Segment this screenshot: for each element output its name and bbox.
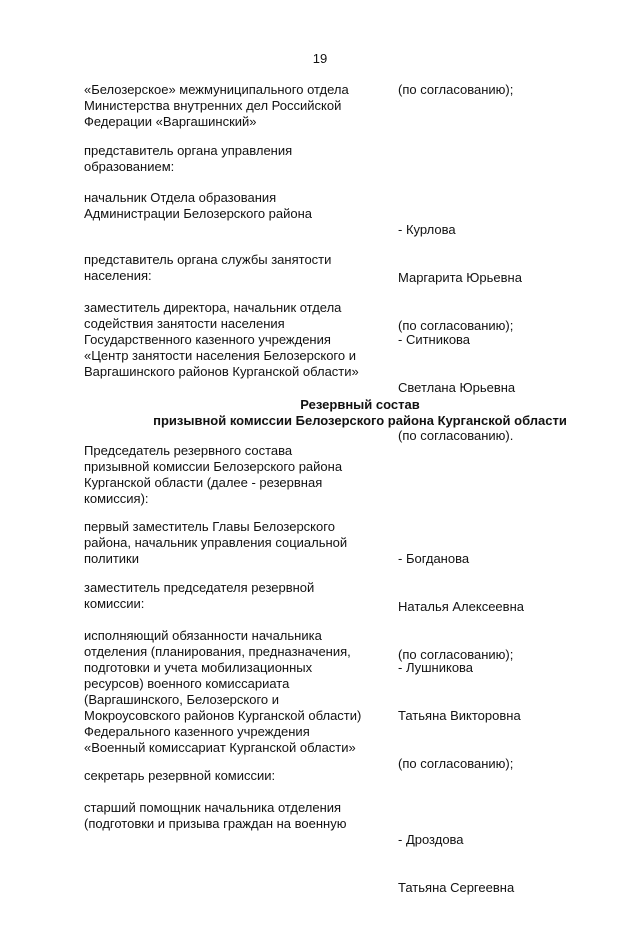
text-line: Светлана Юрьевна xyxy=(398,380,516,395)
text-line: Маргарита Юрьевна xyxy=(398,270,522,285)
text-line: содействия занятости населения xyxy=(84,316,285,331)
text-line: призывной комиссии Белозерского района xyxy=(84,459,343,474)
text-line: Администрации Белозерского района xyxy=(84,206,313,221)
position-text xyxy=(84,628,384,756)
text-line: комиссии: xyxy=(84,596,145,611)
text-line: - Ситникова xyxy=(398,332,471,347)
role-heading-deputy xyxy=(84,580,384,612)
text-line: старший помощник начальника отделения xyxy=(84,800,342,815)
text-line: Федерального казенного учреждения xyxy=(84,724,310,739)
text-line: - Курлова xyxy=(398,222,456,237)
member-name xyxy=(398,628,598,804)
text-line: - Дроздова xyxy=(398,832,464,847)
text-line: (Варгашинского, Белозерского и xyxy=(84,692,280,707)
text-line: Наталья Алексеевна xyxy=(398,599,524,614)
heading-line: призывной комиссии Белозерского района Курганской области xyxy=(153,413,567,428)
role-heading-chairman xyxy=(84,443,384,507)
text-line: Министерства внутренних дел Российской xyxy=(84,98,342,113)
text-line: комиссия): xyxy=(84,491,149,506)
text-line: Татьяна Сергеевна xyxy=(398,880,515,895)
text-line: (по согласованию). xyxy=(398,428,514,443)
text-line: Государственного казенного учреждения xyxy=(84,332,331,347)
text-line: Федерации «Варгашинский» xyxy=(84,114,257,129)
text-line: Мокроусовского районов Курганской области) xyxy=(84,708,362,723)
text-line: первый заместитель Главы Белозерского xyxy=(84,519,335,534)
text-line: секретарь резервной комиссии: xyxy=(84,768,276,783)
member-name xyxy=(398,82,598,98)
text-line: начальник Отдела образования xyxy=(84,190,277,205)
text-line: - Богданова xyxy=(398,551,470,566)
text-line: (по согласованию); xyxy=(398,756,514,771)
role-heading-education xyxy=(84,143,384,175)
text-line: (по согласованию); xyxy=(398,647,514,662)
member-name xyxy=(398,800,598,928)
position-text xyxy=(84,519,384,567)
text-line: Варгашинского районов Курганской области» xyxy=(84,364,359,379)
member-name xyxy=(398,300,598,476)
text-line: ресурсов) военного комиссариата xyxy=(84,676,290,691)
text-line: «Центр занятости населения Белозерского и xyxy=(84,348,356,363)
position-text xyxy=(84,82,384,130)
heading-line: Резервный состав xyxy=(300,397,420,412)
text-line: заместитель председателя резервной xyxy=(84,580,315,595)
role-heading-secretary xyxy=(84,768,384,784)
text-line: Татьяна Викторовна xyxy=(398,708,521,723)
position-text xyxy=(84,300,384,380)
text-line: «Военный комиссариат Курганской области» xyxy=(84,740,356,755)
position-text xyxy=(84,800,384,832)
text-line: заместитель директора, начальник отдела xyxy=(84,300,342,315)
text-line: подготовки и учета мобилизационных xyxy=(84,660,313,675)
text-line: представитель органа службы занятости xyxy=(84,252,332,267)
role-heading-employment xyxy=(84,252,384,284)
text-line: (подготовки и призыва граждан на военную xyxy=(84,816,347,831)
text-line: (по согласованию); xyxy=(398,318,514,333)
text-line: представитель органа управления xyxy=(84,143,293,158)
position-text xyxy=(84,190,384,222)
text-line: «Белозерское» межмуниципального отдела xyxy=(84,82,349,97)
text-line: - Лушникова xyxy=(398,660,474,675)
text-line: Председатель резервного состава xyxy=(84,443,293,458)
text-line: исполняющий обязанности начальника xyxy=(84,628,322,643)
text-line: образованием: xyxy=(84,159,175,174)
text-line: Курганской области (далее - резервная xyxy=(84,475,323,490)
text-line: района, начальник управления социальной xyxy=(84,535,348,550)
page-number: 19 xyxy=(312,51,328,66)
text-line: политики xyxy=(84,551,139,566)
text-line: населения: xyxy=(84,268,152,283)
text-line: отделения (планирования, предназначения, xyxy=(84,644,351,659)
text-line: (по согласованию); xyxy=(398,82,514,97)
section-heading xyxy=(0,397,640,429)
